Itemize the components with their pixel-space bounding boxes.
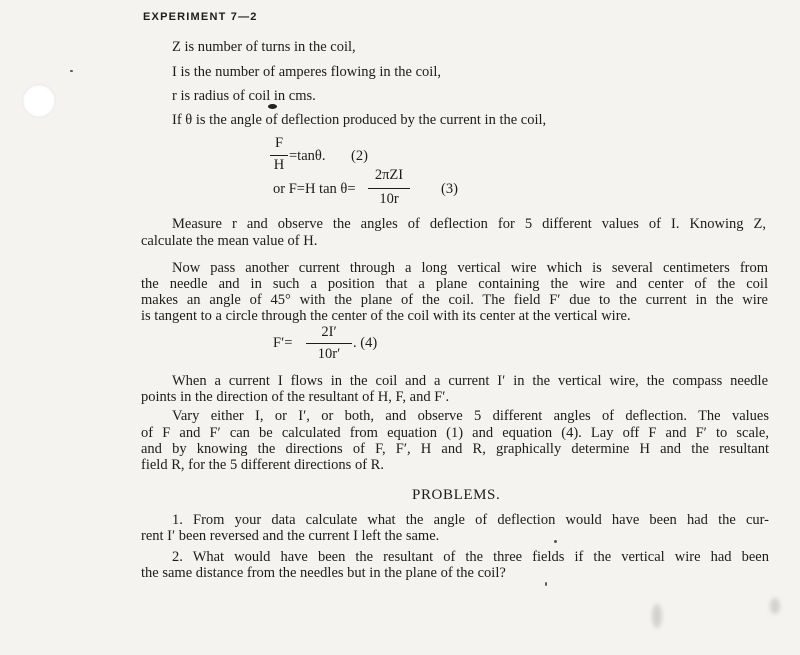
ink-speck xyxy=(554,540,557,543)
paragraph-line: the needle and in such a position that a plane containing the wire and center of the coil xyxy=(141,276,768,292)
paragraph-line: points in the direction of the resultant of H, F, and F′. xyxy=(141,389,450,405)
eq4-lhs: F′= xyxy=(273,335,293,351)
paragraph-line: Now pass another current through a long vertical wire which is several centimeters from xyxy=(172,260,768,276)
definition-line: Z is number of turns in the coil, xyxy=(172,39,356,55)
paragraph-line: of F and F′ can be calculated from equation (1) and equation (4). Lay off F and F′ to scale, xyxy=(141,425,769,441)
paragraph-line: is tangent to a circle through the center of the coil with its center at the vertical wire. xyxy=(141,308,631,324)
paper-smudge xyxy=(652,604,662,628)
eq3-fraction-bar xyxy=(368,188,410,189)
paper-smudge xyxy=(770,598,780,614)
eq2-label: (2) xyxy=(351,148,368,164)
paragraph-line: Vary either I, or I′, or both, and observe 5 different angles of deflection. The values xyxy=(172,408,769,424)
eq2-fraction-bar xyxy=(270,155,288,156)
eq4-fraction-bar xyxy=(306,343,352,344)
ink-speck xyxy=(545,582,547,586)
ink-speck xyxy=(70,70,73,72)
eq3-label: (3) xyxy=(441,181,458,197)
paragraph-line: and by knowing the directions of F, F′, H and R, graphically determine H and the resultant xyxy=(141,441,769,457)
problem-line: 2. What would have been the resultant of the three fields if the vertical wire had been xyxy=(172,549,769,565)
definition-line: I is the number of amperes flowing in the coil, xyxy=(172,64,441,80)
eq4-numerator: 2I′ xyxy=(321,324,337,340)
paragraph-line: When a current I flows in the coil and a current I′ in the vertical wire, the compass needle xyxy=(172,373,768,389)
eq3-denominator: 10r xyxy=(379,191,399,207)
definition-line: r is radius of coil in cms. xyxy=(172,88,316,104)
eq4-denominator: 10r′ xyxy=(317,346,341,362)
eq3-numerator: 2πZI xyxy=(374,167,404,183)
punch-hole xyxy=(22,84,56,118)
paragraph-line: Measure r and observe the angles of deflection for 5 different values of I. Knowing Z, xyxy=(172,216,766,232)
problem-line: 1. From your data calculate what the angle of deflection would have been had the cur- xyxy=(172,512,769,528)
eq2-rhs: =tanθ. xyxy=(289,148,326,164)
eq3-lhs: or F=H tan θ= xyxy=(273,181,356,197)
eq2-numerator: F xyxy=(274,135,284,151)
problem-line: rent I′ been reversed and the current I left the same. xyxy=(141,528,440,544)
problems-heading: PROBLEMS. xyxy=(412,487,501,503)
paragraph-line: calculate the mean value of H. xyxy=(141,233,318,249)
problem-line: the same distance from the needles but in the plane of the coil? xyxy=(141,565,506,581)
eq4-label: . (4) xyxy=(353,335,378,351)
paragraph-line: field R, for the 5 different directions of R. xyxy=(141,457,384,473)
definition-line: If θ is the angle of deflection produced by the current in the coil, xyxy=(172,112,547,128)
experiment-header: EXPERIMENT 7—2 xyxy=(143,11,258,23)
eq2-denominator: H xyxy=(273,157,285,173)
paragraph-line: makes an angle of 45° with the plane of the coil. The field F′ due to the current in the wire xyxy=(141,292,768,308)
